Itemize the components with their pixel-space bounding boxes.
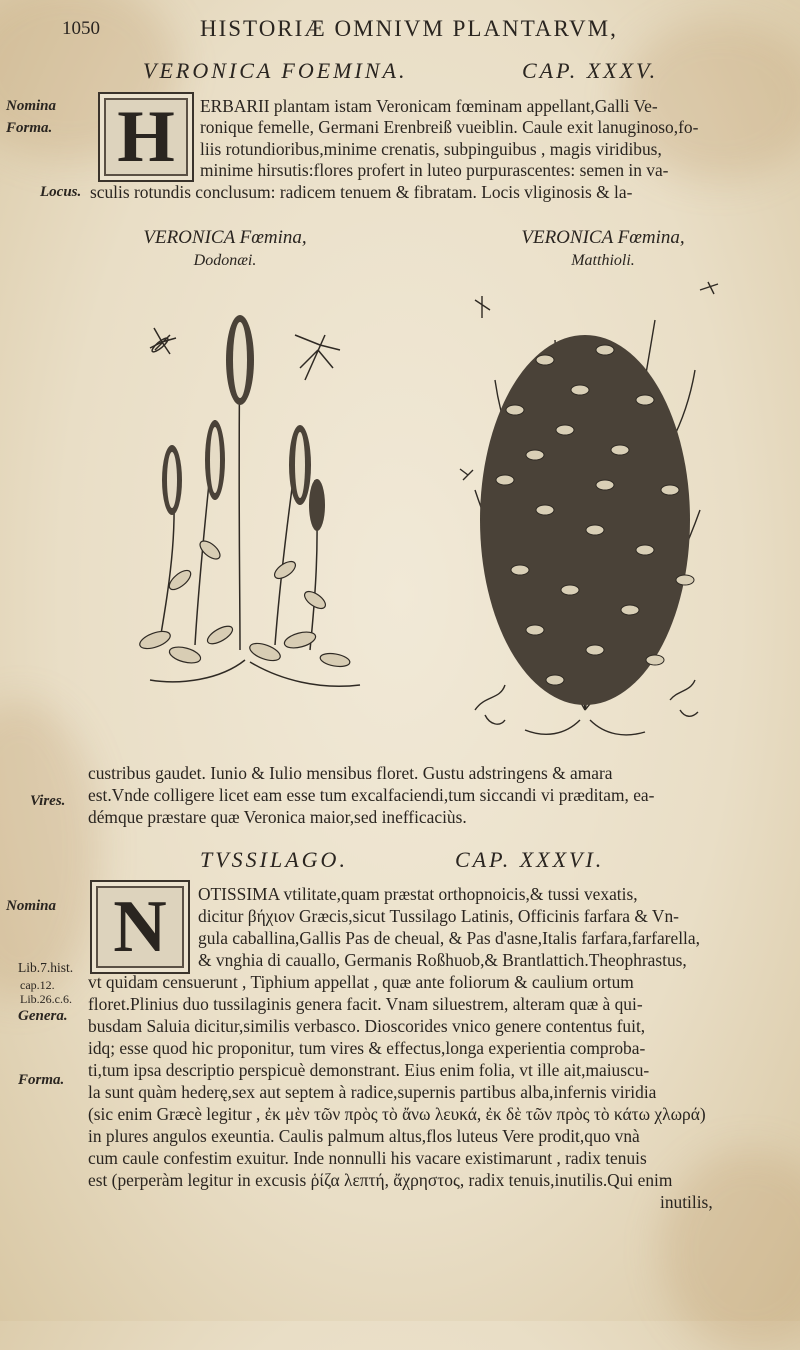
figure-title-left: VERONICA Fœmina, — [143, 227, 307, 248]
text-line: ti,tum ipsa descriptio perspicuè demonstrant. Eius enim folia, vt ille ait,maiuscu- — [88, 1060, 650, 1080]
figure-subtitle-right: Matthioli. — [571, 252, 635, 269]
text-line: minime hirsutis:flores profert in luteo purpurascentes: semen in va- — [200, 160, 669, 180]
chapter-number-35: CAP. XXXV. — [522, 58, 659, 83]
text-line: est (perperàm legitur in excusis ῥίζα λεπτή, ἄχρηστος, radix tenuis,inutilis.Qui enim — [88, 1170, 673, 1190]
chapter-heading-veronica: VERONICA FOEMINA. — [143, 58, 408, 83]
text-line: est.Vnde colligere licet eam esse tum excalfaciendi,tum siccandi vi præditam, ea- — [88, 785, 655, 805]
woodcut-veronica-dodonaei — [100, 300, 390, 710]
woodcut-veronica-matthioli — [445, 280, 725, 740]
insect-icon — [295, 335, 340, 380]
text-line: busdam Saluia dicitur,similis verbasco. Dioscorides vnico genere contentus fuit, — [88, 1016, 646, 1036]
text-line: liis rotundioribus,minime crenatis, subpinguibus , magis viridibus, — [200, 139, 662, 159]
margin-note-nomina: Nomina — [6, 898, 57, 914]
text-line: ronique femelle, Germani Erenbreiß vueiblin. Caule exit lanuginoso,fo- — [200, 117, 699, 137]
page-number: 1050 — [62, 18, 100, 39]
text-line: dicitur βήχιον Græcis,sicut Tussilago Latinis, Officinis farfara & Vn- — [198, 906, 679, 926]
margin-note-genera: Genera. — [18, 1008, 68, 1024]
text-line: OTISSIMA vtilitate,quam præstat orthopnoicis,& tussi vexatis, — [198, 884, 638, 904]
text-line: in plures angulos exeuntia. Caulis palmum altus,flos luteus Vere prodit,quo vnà — [88, 1126, 640, 1146]
margin-note-locus: Locus. — [40, 184, 82, 200]
figure-caption-right — [478, 226, 728, 272]
text-line: démque præstare quæ Veronica maior,sed inefficaciùs. — [88, 807, 467, 827]
chapter-number-36: CAP. XXXVI. — [455, 847, 605, 872]
text-line: idq; esse quod hic proponitur, tum vires & effectus,longa experientia comproba- — [88, 1038, 646, 1058]
text-line: floret.Plinius duo tussilaginis genera facit. Vnam siluestrem, alteram quæ à qui- — [88, 994, 643, 1014]
ornamental-initial-n: N — [90, 880, 190, 974]
text-line: custribus gaudet. Iunio & Iulio mensibus floret. Gustu adstringens & amara — [88, 763, 613, 783]
text-line: (sic enim Græcè legitur , ἐκ μὲν τῶν πρὸς τὸ ἄνω λευκά, ἐκ δὲ τῶν πρὸς τὸ κάτω χλωρά) — [88, 1104, 706, 1124]
text-line: vt quidam censuerunt , Tiphium appellat , quæ ante foliorum & caulium ortum — [88, 972, 634, 992]
ornamental-initial-h: H — [98, 92, 194, 182]
margin-note-ref-cap: cap.12. — [20, 978, 55, 992]
text-line: & vnghia di cauallo, Germanis Roßhuob,& Brantlattich.Theophrastus, — [198, 950, 687, 970]
margin-note-nomina: Nomina — [6, 98, 57, 114]
text-line: gula caballina,Gallis Pas de cheual, & Pas d'asne,Italis farfara,farfarella, — [198, 928, 700, 948]
insect-icon — [150, 328, 176, 354]
insect-icon — [475, 296, 490, 318]
text-line: ERBARII plantam istam Veronicam fœminam appellant,Galli Ve- — [200, 96, 658, 116]
insect-icon — [700, 282, 718, 294]
running-title: HISTORIÆ OMNIVM PLANTARVM, — [200, 16, 618, 41]
margin-note-forma: Forma. — [18, 1072, 65, 1088]
chapter-heading-tussilago: TVSSILAGO. — [200, 847, 348, 872]
figure-caption-left — [105, 226, 345, 272]
text-line: la sunt quàm hederę,sex aut septem à radice,supernis partibus alba,infernis viridia — [88, 1082, 657, 1102]
margin-note-vires: Vires. — [30, 793, 66, 809]
margin-note-ref-theophrastus: Lib.7.hist. — [18, 960, 74, 975]
text-line: cum caule confestim exuitur. Inde nonnulli his vacare existimarunt , radix tenuis — [88, 1148, 647, 1168]
catchword: inutilis, — [660, 1192, 713, 1212]
margin-note-ref-plinius: Lib.26.c.6. — [20, 992, 72, 1006]
figure-title-right: VERONICA Fœmina, — [521, 227, 685, 248]
figure-subtitle-left: Dodonæi. — [193, 252, 257, 269]
text-line: sculis rotundis conclusum: radicem tenuem & fibratam. Locis vliginosis & la- — [90, 182, 633, 202]
margin-note-forma: Forma. — [6, 120, 53, 136]
